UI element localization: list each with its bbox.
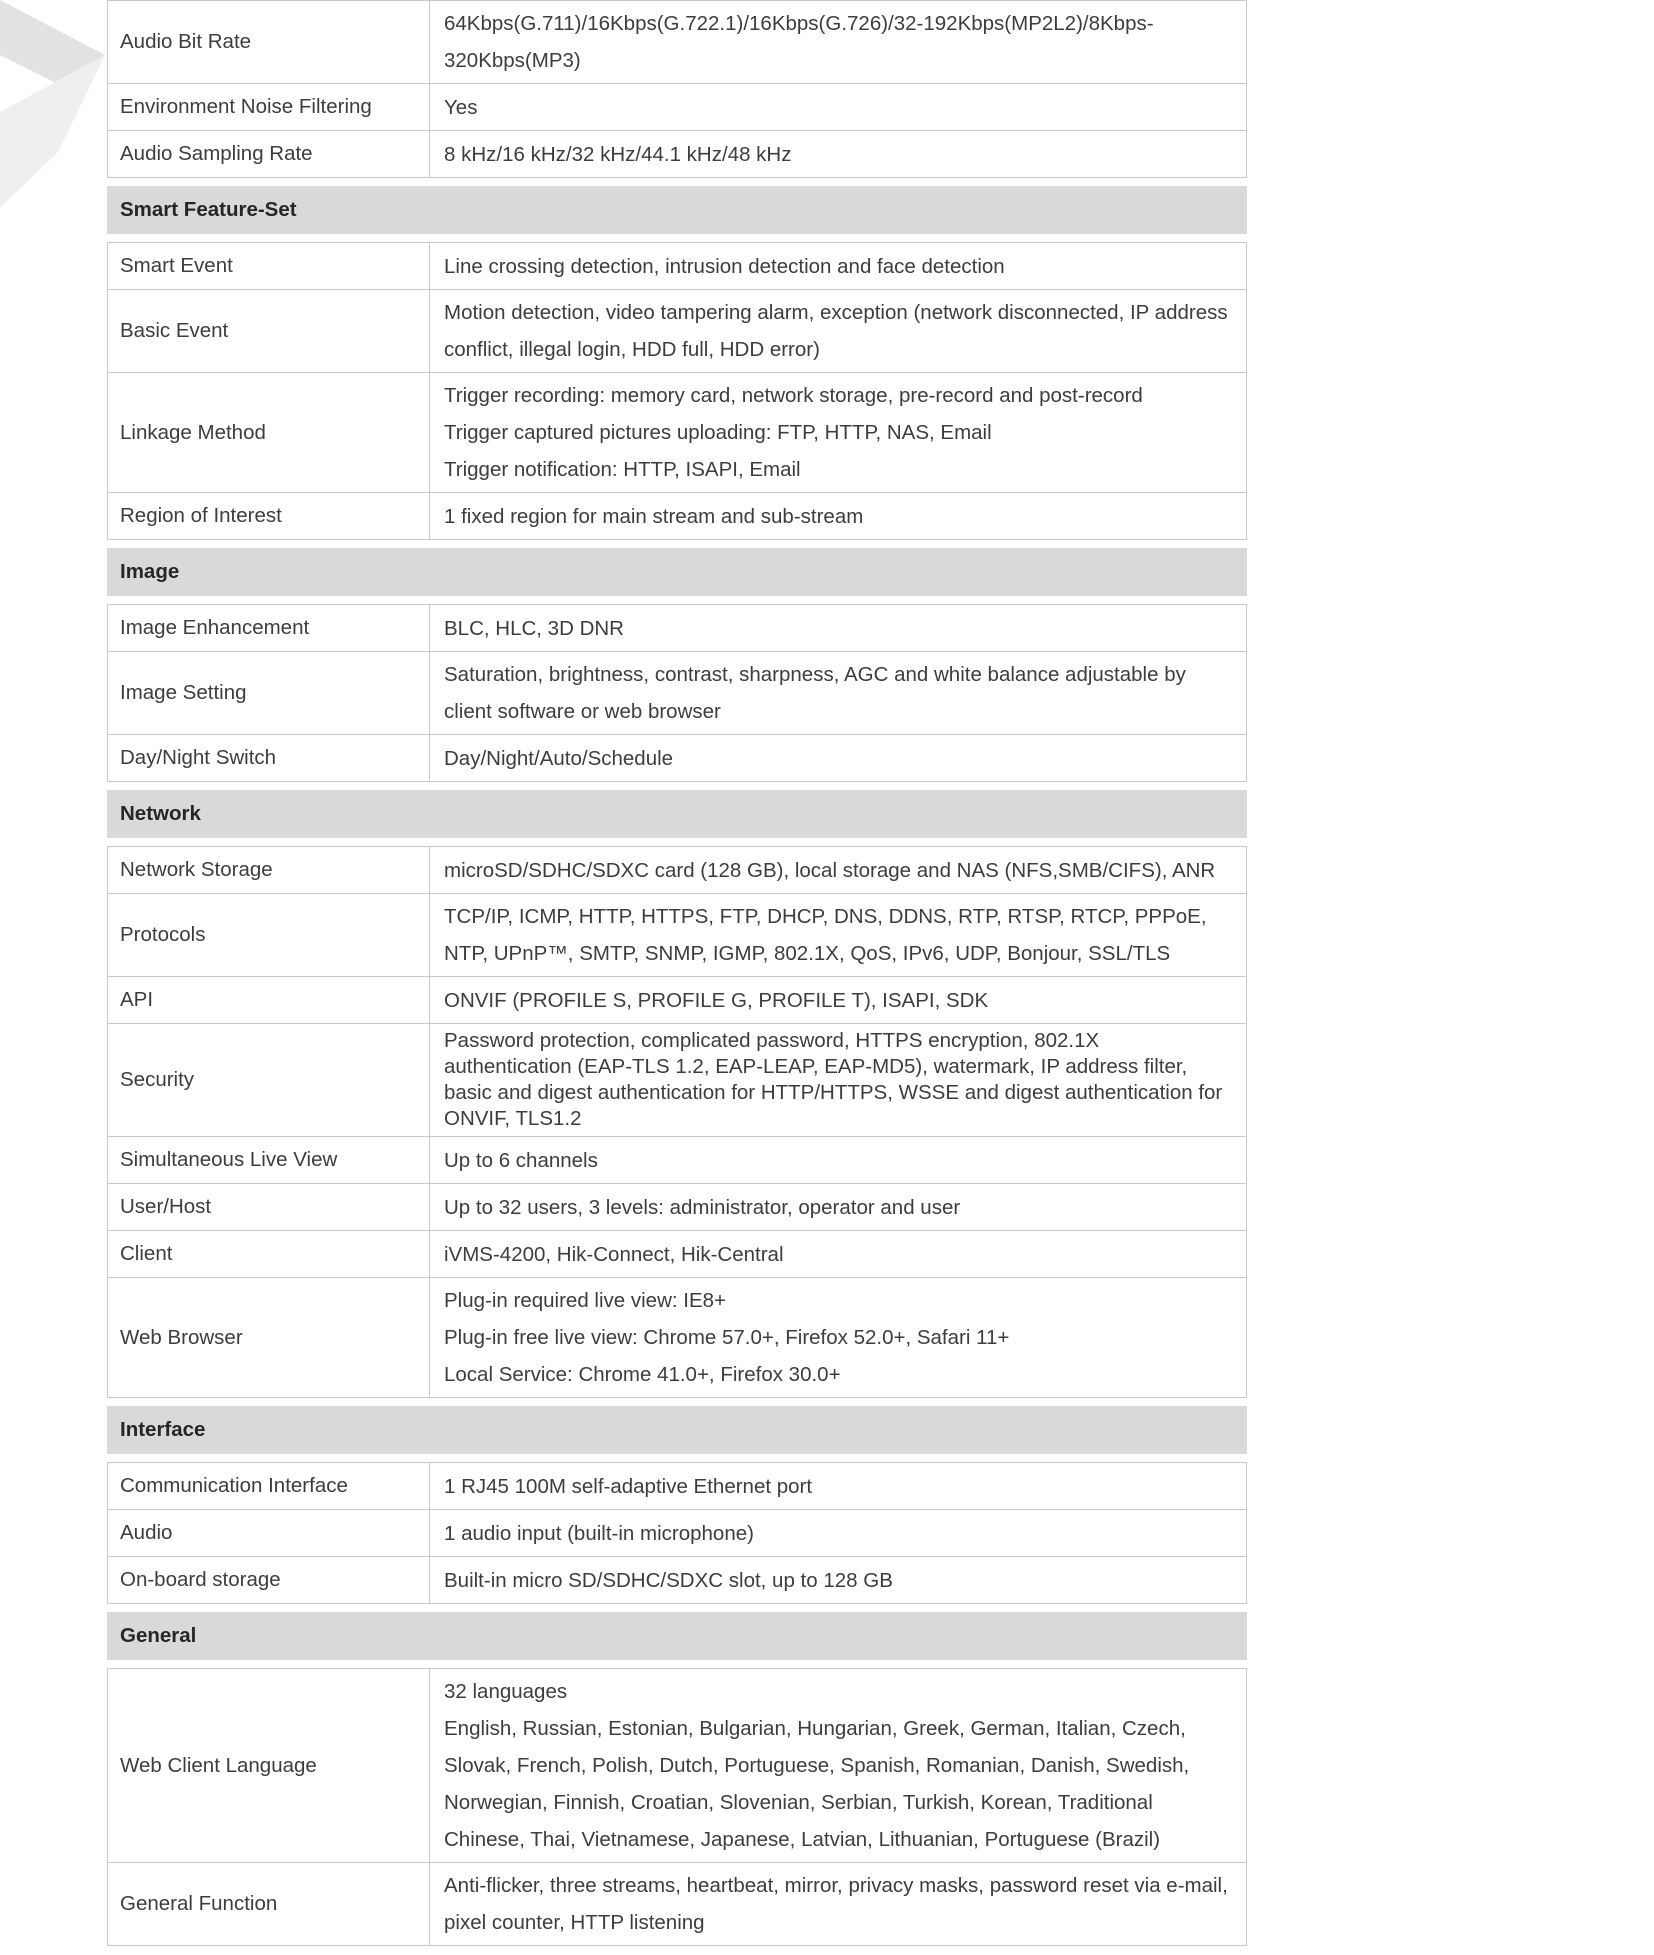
brand-watermark-icon: [0, 0, 120, 220]
spec-row-label: Protocols: [108, 894, 430, 976]
spec-row-label: User/Host: [108, 1184, 430, 1230]
spec-value-line: Up to 6 channels: [444, 1148, 598, 1172]
spec-row-value: [430, 1510, 1246, 1556]
spec-row-security: [107, 1024, 1247, 1137]
spec-row-value: [430, 1184, 1246, 1230]
spec-row-value: [430, 1863, 1246, 1945]
spec-row-protocols: [107, 894, 1247, 977]
spec-row-value: [430, 493, 1246, 539]
spec-value-line: Trigger recording: memory card, network storage, pre-record and post-record: [444, 384, 1143, 407]
spec-row-value: [430, 290, 1246, 372]
spec-row-environment-noise-filtering: [107, 84, 1247, 131]
spec-value-line: microSD/SDHC/SDXC card (128 GB), local storage and NAS (NFS,SMB/CIFS), ANR: [444, 858, 1216, 882]
spec-value-line: Saturation, brightness, contrast, sharpness, AGC and white balance adjustable by client software or web browser: [444, 663, 1186, 723]
spec-row-day-night-switch: [107, 735, 1247, 782]
spec-row-value: [430, 1463, 1246, 1509]
spec-row-network-storage: [107, 846, 1247, 894]
spec-value-line: 64Kbps(G.711)/16Kbps(G.722.1)/16Kbps(G.726)/32-192Kbps(MP2L2)/8Kbps-320Kbps(MP3): [444, 12, 1154, 72]
spec-row-image-setting: [107, 652, 1247, 735]
spec-row-value: [430, 847, 1246, 893]
spec-row-label: Audio Bit Rate: [108, 1, 430, 83]
spec-row-value: [430, 1, 1246, 83]
spec-value-line: Trigger captured pictures uploading: FTP, HTTP, NAS, Email: [444, 421, 992, 444]
spec-row-value: [430, 605, 1246, 651]
spec-value-line: Motion detection, video tampering alarm, exception (network disconnected, IP address conflict, illegal login, HDD full, HDD error): [444, 301, 1228, 361]
spec-row-user-host: [107, 1184, 1247, 1231]
spec-row-label: General Function: [108, 1863, 430, 1945]
spec-row-label: Region of Interest: [108, 493, 430, 539]
spec-value-line: Anti-flicker, three streams, heartbeat, mirror, privacy masks, password reset via e-mail, pixel counter, HTTP listening: [444, 1874, 1228, 1934]
spec-row-value: [430, 1231, 1246, 1277]
section-header-general: [107, 1612, 1247, 1660]
spec-value-line: Built-in micro SD/SDHC/SDXC slot, up to 128 GB: [444, 1568, 893, 1592]
section-header-network: [107, 790, 1247, 838]
spec-value-line: 1 RJ45 100M self-adaptive Ethernet port: [444, 1474, 813, 1498]
spec-row-image-enhancement: [107, 604, 1247, 652]
spec-row-value: [430, 1137, 1246, 1183]
spec-row-label: Day/Night Switch: [108, 735, 430, 781]
spec-value-line: Day/Night/Auto/Schedule: [444, 746, 674, 770]
spec-row-web-browser: [107, 1278, 1247, 1398]
spec-row-label: Web Browser: [108, 1278, 430, 1397]
spec-value-line: Plug-in free live view: Chrome 57.0+, Firefox 52.0+, Safari 11+: [444, 1326, 1010, 1349]
spec-row-linkage-method: [107, 373, 1247, 493]
spec-row-label: Network Storage: [108, 847, 430, 893]
spec-row-label: Simultaneous Live View: [108, 1137, 430, 1183]
spec-row-label: On-board storage: [108, 1557, 430, 1603]
spec-row-web-client-language: [107, 1668, 1247, 1863]
spec-row-value: [430, 977, 1246, 1023]
spec-row-value: [430, 652, 1246, 734]
spec-row-value: [430, 131, 1246, 177]
spec-value-line: English, Russian, Estonian, Bulgarian, Hungarian, Greek, German, Italian, Czech, Slovak, French, Polish, Dutch, Portuguese, Spanish, Romanian, Danish, Swedish, Norwegian, Finnish, Croatian, Slovenian, Serbian, Turkish, Korean, Traditional Chinese, Thai, Vietnamese, Japanese, Latvian, Lithuanian, Portuguese (Brazil): [444, 1717, 1190, 1851]
spec-row-client: [107, 1231, 1247, 1278]
section-title: Smart Feature-Set: [120, 198, 297, 221]
spec-row-label: Security: [108, 1024, 430, 1136]
spec-row-label: Environment Noise Filtering: [108, 84, 430, 130]
spec-row-value: [430, 373, 1246, 492]
spec-row-label: Image Setting: [108, 652, 430, 734]
spec-row-label: Communication Interface: [108, 1463, 430, 1509]
spec-value-line: Yes: [444, 95, 478, 119]
section-title: Network: [120, 802, 201, 825]
spec-row-label: Web Client Language: [108, 1669, 430, 1862]
spec-row-label: API: [108, 977, 430, 1023]
spec-row-region-of-interest: [107, 493, 1247, 540]
spec-value-line: 8 kHz/16 kHz/32 kHz/44.1 kHz/48 kHz: [444, 142, 792, 166]
spec-value-line: Password protection, complicated password, HTTPS encryption, 802.1X authentication (EAP-TLS 1.2, EAP-LEAP, EAP-MD5), watermark, IP address filter, basic and digest authentication for HTTP/HTTPS, WSSE and digest authentication for ONVIF, TLS1.2: [444, 1029, 1223, 1130]
spec-value-line: ONVIF (PROFILE S, PROFILE G, PROFILE T), ISAPI, SDK: [444, 988, 989, 1012]
spec-value-line: Line crossing detection, intrusion detection and face detection: [444, 254, 1005, 278]
spec-value-line: 1 audio input (built-in microphone): [444, 1521, 754, 1545]
section-header-image: [107, 548, 1247, 596]
spec-row-api: [107, 977, 1247, 1024]
spec-row-value: [430, 894, 1246, 976]
spec-row-communication-interface: [107, 1462, 1247, 1510]
spec-row-label: Audio: [108, 1510, 430, 1556]
spec-value-line: Trigger notification: HTTP, ISAPI, Email: [444, 458, 801, 481]
spec-row-label: Audio Sampling Rate: [108, 131, 430, 177]
spec-row-value: [430, 735, 1246, 781]
spec-row-label: Smart Event: [108, 243, 430, 289]
spec-row-label: Basic Event: [108, 290, 430, 372]
spec-row-value: [430, 1024, 1246, 1136]
spec-value-line: 1 fixed region for main stream and sub-stream: [444, 504, 864, 528]
spec-row-value: [430, 1278, 1246, 1397]
spec-row-simultaneous-live-view: [107, 1137, 1247, 1184]
section-title: Interface: [120, 1418, 206, 1441]
spec-row-general-function: [107, 1863, 1247, 1946]
spec-row-value: [430, 243, 1246, 289]
spec-row-audio-sampling-rate: [107, 131, 1247, 178]
spec-row-value: [430, 1557, 1246, 1603]
spec-value-line: Up to 32 users, 3 levels: administrator, operator and user: [444, 1195, 961, 1219]
spec-row-label: Client: [108, 1231, 430, 1277]
spec-row-audio-bit-rate: [107, 0, 1247, 84]
spec-row-value: [430, 84, 1246, 130]
spec-row-smart-event: [107, 242, 1247, 290]
section-title: General: [120, 1624, 197, 1647]
spec-value-line: Plug-in required live view: IE8+: [444, 1289, 727, 1312]
spec-value-line: TCP/IP, ICMP, HTTP, HTTPS, FTP, DHCP, DNS, DDNS, RTP, RTSP, RTCP, PPPoE, NTP, UPnP™, SMTP, SNMP, IGMP, 802.1X, QoS, IPv6, UDP, Bonjour, SSL/TLS: [444, 905, 1207, 965]
spec-row-label: Image Enhancement: [108, 605, 430, 651]
spec-table: [107, 0, 1247, 1946]
spec-value-line: 32 languages: [444, 1680, 568, 1703]
spec-value-line: BLC, HLC, 3D DNR: [444, 616, 624, 640]
spec-row-value: [430, 1669, 1246, 1862]
section-title: Image: [120, 560, 180, 583]
section-header-interface: [107, 1406, 1247, 1454]
spec-row-basic-event: [107, 290, 1247, 373]
spec-row-on-board-storage: [107, 1557, 1247, 1604]
spec-row-audio: [107, 1510, 1247, 1557]
spec-value-line: iVMS-4200, Hik-Connect, Hik-Central: [444, 1242, 784, 1266]
spec-value-line: Local Service: Chrome 41.0+, Firefox 30.0+: [444, 1363, 841, 1386]
spec-row-label: Linkage Method: [108, 373, 430, 492]
section-header-smart-feature-set: [107, 186, 1247, 234]
